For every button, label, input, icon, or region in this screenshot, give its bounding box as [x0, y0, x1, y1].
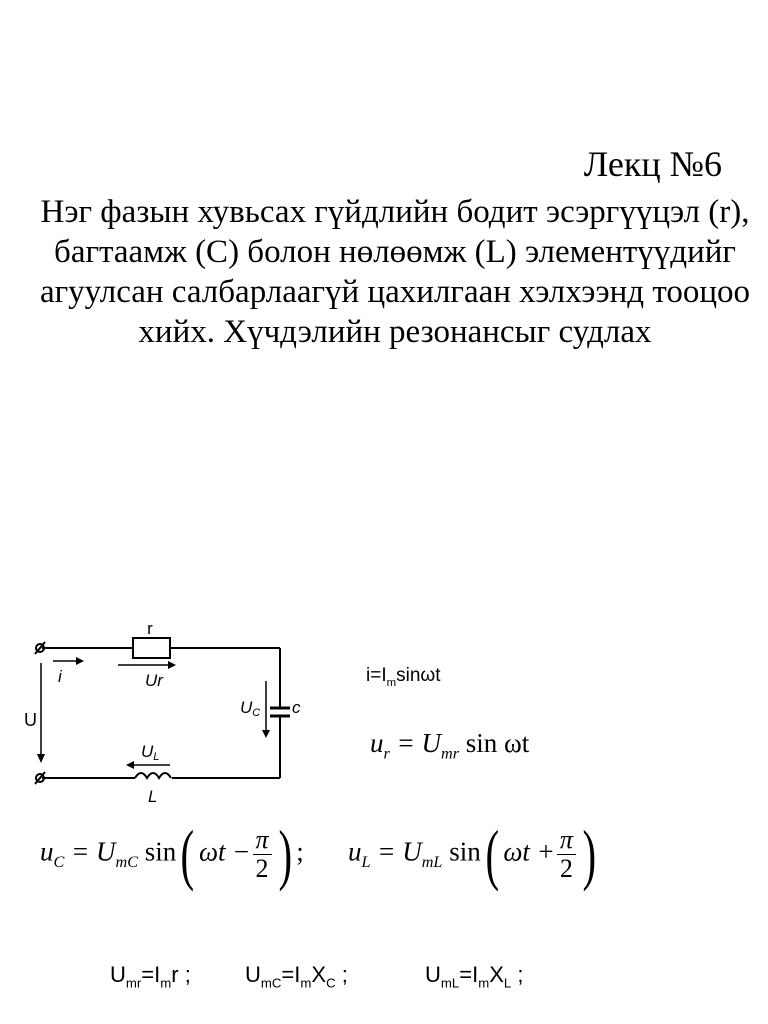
formula-umc: $U_{mC}=I_mX_C$ ; [245, 962, 348, 991]
formula-uml: $U_{mL}=I_mX_L$ ; [425, 962, 524, 991]
label-u: U [24, 710, 37, 730]
formula-umr: $U_{mr}=I_mr$ ; [110, 962, 191, 991]
inductor-symbol [135, 773, 171, 778]
label-i: i [58, 667, 62, 686]
label-r: r [147, 619, 153, 638]
lecture-title: Лекц №6 [583, 144, 722, 184]
label-uc: UC [240, 698, 261, 719]
rlc-circuit-diagram [0, 610, 330, 810]
label-ul: UL [141, 742, 160, 763]
formula-ul: $u_L = U_{mL}$ sin( ωt + $\frac{\pi}{2}$ ) [348, 816, 597, 892]
lecture-subtitle: Нэг фазын хувьсах гүйдлийн бодит эсэргүүцэл (r), багтаамж (С) болон нөлөөмж (L) элементүүдийг агуулсан салбарлаагүй цахилгаан хэлхээнд тооцоо хийх. Хүчдэлийн резонансыг судлах [40, 194, 750, 350]
formula-ur: $u_r = U_{mr}$ sin ωt [370, 728, 530, 763]
label-l: L [148, 787, 158, 806]
label-c: c [292, 698, 301, 717]
formula-current: $i=I_m\sin\omega t$ [366, 665, 441, 689]
resistor-symbol [133, 638, 170, 658]
label-ur: Ur [145, 671, 163, 690]
formula-uc: $u_C = U_{mC}$ sin( ωt − $\frac{\pi}{2}$ ) ; [40, 816, 304, 892]
